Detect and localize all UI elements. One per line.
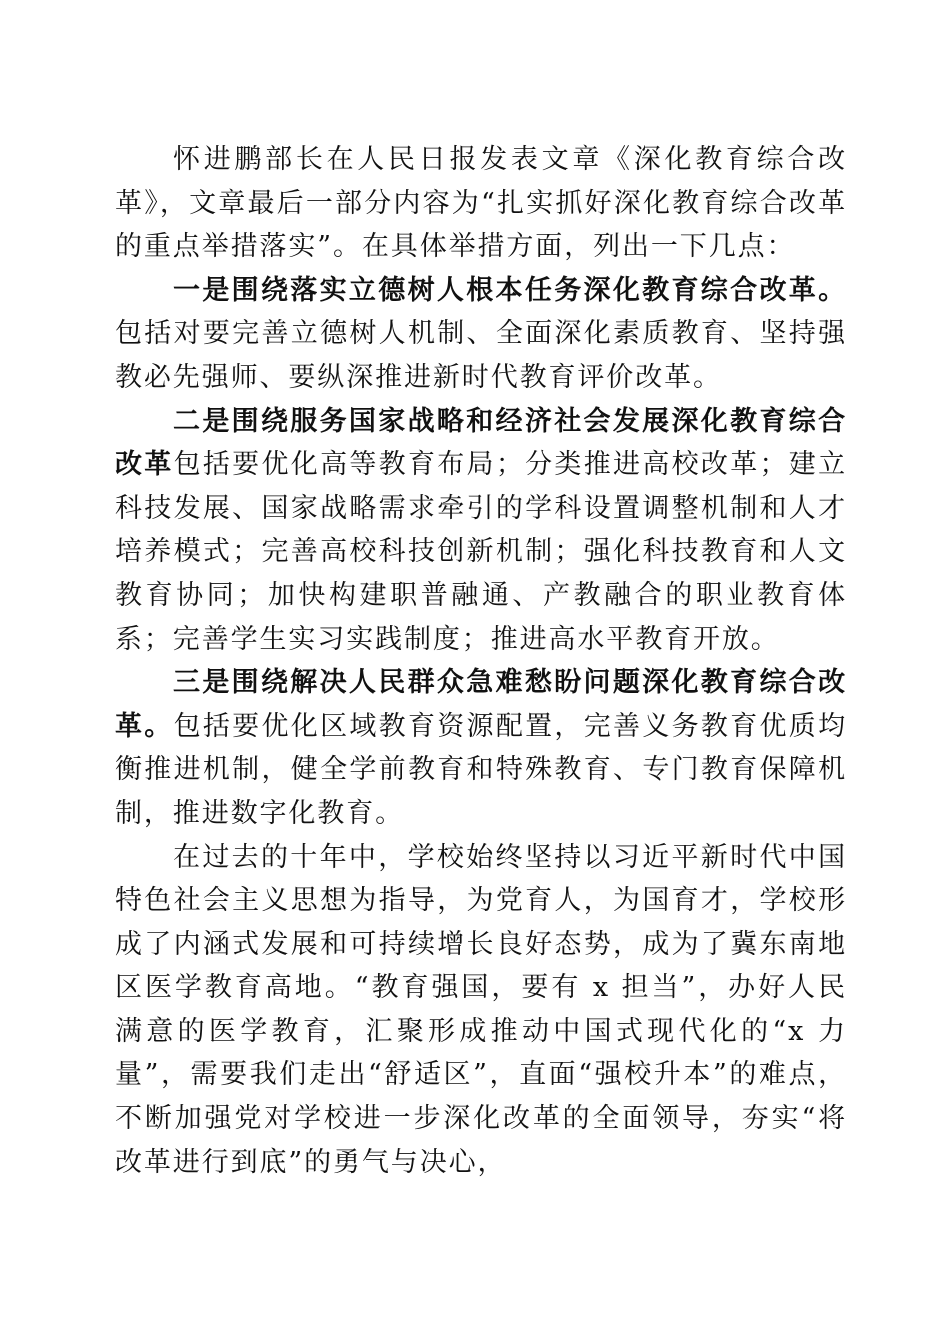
- point-one-heading: 一是围绕落实立德树人根本任务深化教育综合改革。: [173, 274, 847, 306]
- point-two-heading: 二是围绕服务国家战略和经济社会发展深化教育综合改革: [115, 405, 847, 481]
- point-three-heading: 三是围绕解决人民群众急难愁盼问题深化教育综合改革。: [115, 667, 847, 742]
- school-text: 在过去的十年中，学校始终坚持以习近平新时代中国特色社会主义思想为指导，为党育人，为国育才，学校形成了内涵式发展和可持续增长良好态势，成为了冀东南地区医学教育高地。“教育强国，要有 x 担当”，办好人民满意的医学教育，汇聚形成推动中国式现代化的“x 力量”，需要我们走出“舒适区”，直面“强校升本”的难点，不断加强党对学校进一步深化改革的全面领导，夯实“将改革进行到底”的勇气与决心，: [115, 841, 847, 1178]
- point-two-paragraph: [115, 400, 847, 662]
- point-two-text: 包括要优化高等教育布局；分类推进高校改革；建立科技发展、国家战略需求牵引的学科设置调整机制和人才培养模式；完善高校科技创新机制；强化科技教育和人文教育协同；加快构建职普融通、产教融合的职业教育体系；完善学生实习实践制度；推进高水平教育开放。: [115, 449, 847, 655]
- document-page: [115, 138, 847, 1184]
- point-one-text: 包括对要完善立德树人机制、全面深化素质教育、坚持强教必先强师、要纵深推进新时代教育评价改革。: [115, 318, 847, 393]
- intro-paragraph: [115, 138, 847, 269]
- intro-text: 怀进鹏部长在人民日报发表文章《深化教育综合改革》，文章最后一部分内容为“扎实抓好深化教育综合改革的重点举措落实”。在具体举措方面，列出一下几点：: [115, 144, 847, 263]
- school-paragraph: [115, 836, 847, 1185]
- point-one-paragraph: [115, 269, 847, 400]
- point-three-text: 包括要优化区域教育资源配置，完善义务教育优质均衡推进机制，健全学前教育和特殊教育、专门教育保障机制，推进数字化教育。: [115, 710, 847, 829]
- point-three-paragraph: [115, 661, 847, 835]
